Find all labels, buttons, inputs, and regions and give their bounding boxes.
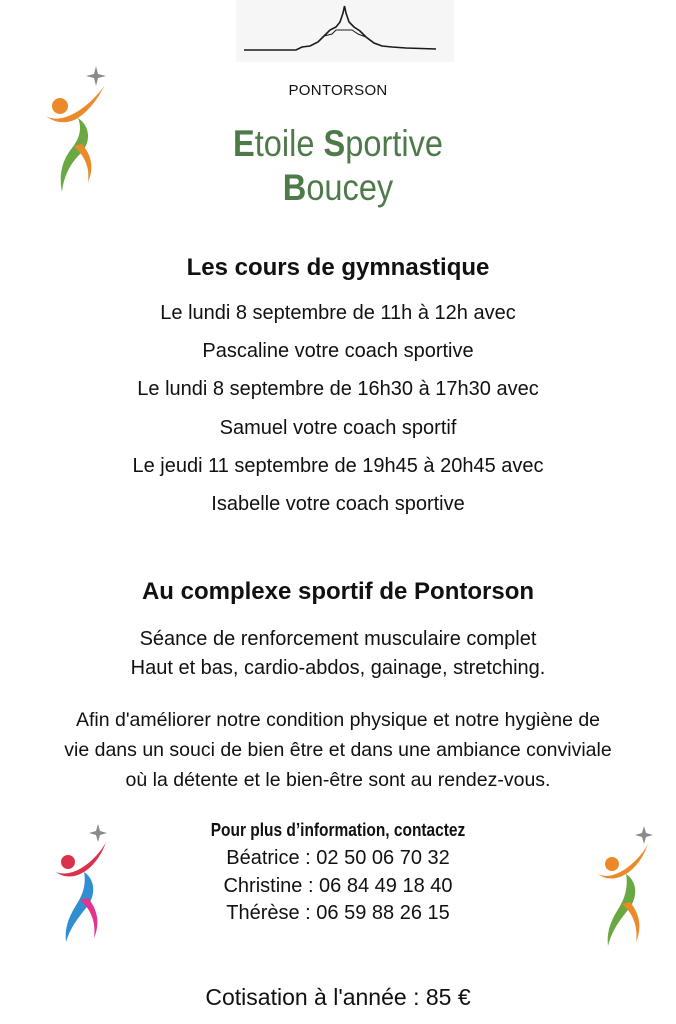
schedule-line: Pascaline votre coach sportive [202,340,474,363]
schedule-line: Le lundi 8 septembre de 16h30 à 17h30 avec [137,378,539,401]
annual-fee: Cotisation à l'année : 85 € [205,984,471,1010]
session-description [0,625,676,683]
aim-paragraph [0,705,676,795]
mont-saint-michel-logo [236,0,454,62]
town-name: PONTORSON [288,82,388,99]
club-name-line-2 [41,166,636,210]
mont-saint-michel-silhouette-icon [236,0,454,62]
schedule-line: Isabelle votre coach sportive [211,492,465,515]
aim-line: Afin d'améliorer notre condition physique et notre hygiène de [75,709,601,731]
club-initial: B [282,167,307,208]
club-name [41,122,636,210]
club-word: portive [345,123,443,164]
club-word: toile [254,123,324,164]
contact-entry: Christine : 06 84 49 18 40 [223,874,453,897]
contact-entry: Béatrice : 02 50 06 70 32 [226,847,450,869]
session-line: Haut et bas, cardio-abdos, gainage, stretching. [130,657,546,679]
athlete-figure-bottom-right [588,822,668,962]
schedule-line: Le lundi 8 septembre de 11h à 12h avec [160,302,516,324]
venue-title: Au complexe sportif de Pontorson [141,578,535,605]
club-initial: E [233,123,255,164]
club-initial: S [323,123,346,164]
aim-line: où la détente et le bien-être sont au rendez-vous. [125,769,551,791]
contact-entry: Thérèse : 06 59 88 26 15 [226,902,450,924]
athlete-figure-icon [38,62,118,202]
contact-list [0,845,676,928]
schedule-line: Le jeudi 11 septembre de 19h45 à 20h45 avec [132,454,544,477]
club-word: oucey [306,167,394,208]
aim-line: vie dans un souci de bien être et dans une ambiance conviviale [64,739,612,761]
contact-heading: Pour plus d’information, contactez [210,820,466,840]
club-name-line-1 [41,122,636,166]
athlete-figure-icon [588,822,668,962]
athlete-figure-top-left [38,62,118,202]
schedule-line: Samuel votre coach sportif [219,416,457,439]
session-line: Séance de renforcement musculaire complet [139,628,537,650]
courses-schedule [0,294,676,523]
courses-title: Les cours de gymnastique [186,254,490,281]
